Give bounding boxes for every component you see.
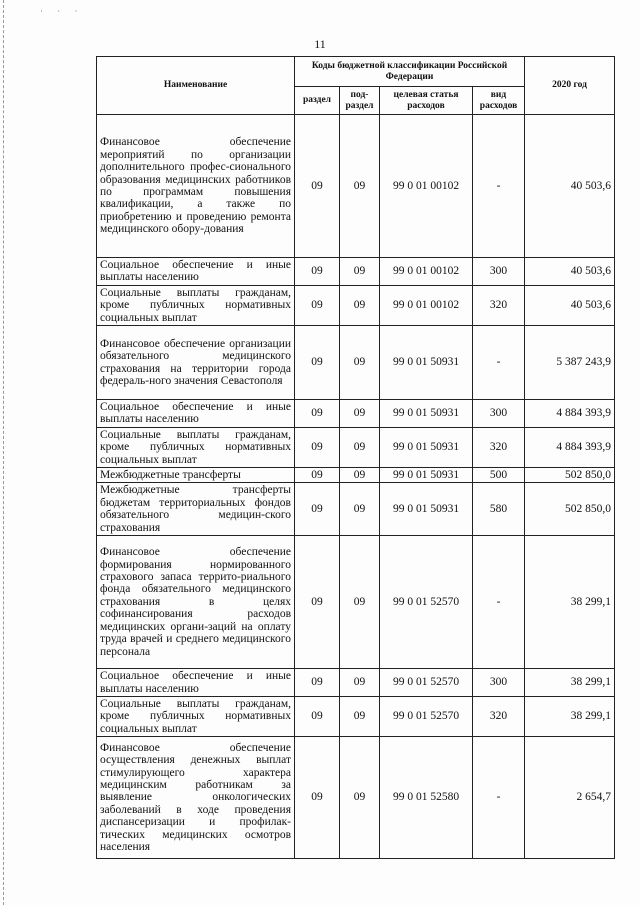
row-section: 09	[295, 285, 340, 325]
header-target: целевая статья расходов	[380, 87, 473, 115]
row-subsection: 09	[340, 285, 380, 325]
row-section: 09	[295, 696, 340, 736]
row-section: 09	[295, 468, 340, 483]
table-row	[97, 400, 615, 428]
table-row	[97, 258, 615, 286]
row-section: 09	[295, 536, 340, 669]
row-name: Социальное обеспечение и иные выплаты населению	[97, 258, 295, 286]
row-name: Межбюджетные трансферты	[97, 468, 295, 483]
row-expense-type: 320	[473, 427, 525, 467]
row-amount: 38 299,1	[525, 536, 615, 669]
row-amount: 40 503,6	[525, 115, 615, 258]
table-row	[97, 115, 615, 258]
table-row	[97, 737, 615, 859]
row-target: 99 0 01 00102	[380, 115, 473, 258]
row-target: 99 0 01 50931	[380, 468, 473, 483]
row-expense-type: 300	[473, 669, 525, 697]
row-expense-type: 300	[473, 258, 525, 286]
row-subsection: 09	[340, 400, 380, 428]
scan-left-edge	[3, 0, 4, 905]
row-expense-type: 300	[473, 400, 525, 428]
table-row	[97, 326, 615, 400]
budget-table	[96, 56, 615, 859]
row-target: 99 0 01 50931	[380, 400, 473, 428]
row-name: Межбюджетные трансферты бюджетам территориальных фондов обязательного медицин-ского страхования	[97, 483, 295, 536]
row-section: 09	[295, 258, 340, 286]
row-section: 09	[295, 326, 340, 400]
row-name: Финансовое обеспечение осуществления денежных выплат стимулирующего характера медицинским работникам за выявление онкологических заболеваний в ходе проведения диспансеризации и профилак-тических медицинских осмотров населения	[97, 737, 295, 859]
row-expense-type: 500	[473, 468, 525, 483]
header-year: 2020 год	[525, 57, 615, 115]
row-target: 99 0 01 00102	[380, 285, 473, 325]
row-target: 99 0 01 00102	[380, 258, 473, 286]
row-subsection: 09	[340, 669, 380, 697]
row-subsection: 09	[340, 468, 380, 483]
table-row	[97, 669, 615, 697]
row-amount: 502 850,0	[525, 483, 615, 536]
row-target: 99 0 01 50931	[380, 427, 473, 467]
row-expense-type: 580	[473, 483, 525, 536]
scan-top-marks: · · ·	[40, 6, 84, 16]
table-row	[97, 696, 615, 736]
row-expense-type: -	[473, 737, 525, 859]
row-amount: 38 299,1	[525, 669, 615, 697]
row-section: 09	[295, 483, 340, 536]
row-section: 09	[295, 669, 340, 697]
row-name: Финансовое обеспечение мероприятий по организации дополнительного профес-сионального образования медицинских работников по программам повышения квалификации, а также по приобретению и проведению ремонта медицинского обору-дования	[97, 115, 295, 258]
row-expense-type: -	[473, 326, 525, 400]
table-row	[97, 427, 615, 467]
row-name: Финансовое обеспечение формирования нормированного страхового запаса террито-риального фонда обязательного медицинского страхования в целях софинансирования расходов медицинских органи-заций на оплату труда врачей и среднего медицинского персонала	[97, 536, 295, 669]
row-subsection: 09	[340, 536, 380, 669]
row-amount: 40 503,6	[525, 285, 615, 325]
row-amount: 4 884 393,9	[525, 400, 615, 428]
row-expense-type: 320	[473, 285, 525, 325]
row-subsection: 09	[340, 427, 380, 467]
row-target: 99 0 01 52570	[380, 536, 473, 669]
row-amount: 502 850,0	[525, 468, 615, 483]
row-section: 09	[295, 427, 340, 467]
row-subsection: 09	[340, 696, 380, 736]
row-expense-type: -	[473, 115, 525, 258]
row-target: 99 0 01 52580	[380, 737, 473, 859]
row-subsection: 09	[340, 326, 380, 400]
row-target: 99 0 01 52570	[380, 669, 473, 697]
table-row	[97, 483, 615, 536]
row-expense-type: 320	[473, 696, 525, 736]
row-name: Социальное обеспечение и иные выплаты населению	[97, 669, 295, 697]
row-name: Финансовое обеспечение организации обязательного медицинского страхования на территории города федераль-ного значения Севастополя	[97, 326, 295, 400]
row-name: Социальные выплаты гражданам, кроме публичных нормативных социальных выплат	[97, 427, 295, 467]
row-target: 99 0 01 50931	[380, 326, 473, 400]
row-amount: 2 654,7	[525, 737, 615, 859]
row-amount: 4 884 393,9	[525, 427, 615, 467]
row-section: 09	[295, 400, 340, 428]
table-header	[97, 57, 615, 115]
row-amount: 40 503,6	[525, 258, 615, 286]
header-subsection: под-раздел	[340, 87, 380, 115]
row-subsection: 09	[340, 258, 380, 286]
page-number: 11	[314, 37, 326, 51]
row-expense-type: -	[473, 536, 525, 669]
header-name: Наименование	[97, 57, 295, 115]
header-section: раздел	[295, 87, 340, 115]
row-subsection: 09	[340, 115, 380, 258]
row-name: Социальное обеспечение и иные выплаты населению	[97, 400, 295, 428]
row-section: 09	[295, 737, 340, 859]
row-target: 99 0 01 50931	[380, 483, 473, 536]
table-row	[97, 536, 615, 669]
row-amount: 5 387 243,9	[525, 326, 615, 400]
table-row	[97, 285, 615, 325]
row-name: Социальные выплаты гражданам, кроме публичных нормативных социальных выплат	[97, 696, 295, 736]
row-amount: 38 299,1	[525, 696, 615, 736]
header-expense-type: вид расходов	[473, 87, 525, 115]
row-section: 09	[295, 115, 340, 258]
row-target: 99 0 01 52570	[380, 696, 473, 736]
row-subsection: 09	[340, 483, 380, 536]
table-body	[97, 115, 615, 859]
table-row	[97, 468, 615, 483]
row-subsection: 09	[340, 737, 380, 859]
header-codes: Коды бюджетной классификации Российской Федерации	[295, 57, 525, 87]
row-name: Социальные выплаты гражданам, кроме публичных нормативных социальных выплат	[97, 285, 295, 325]
